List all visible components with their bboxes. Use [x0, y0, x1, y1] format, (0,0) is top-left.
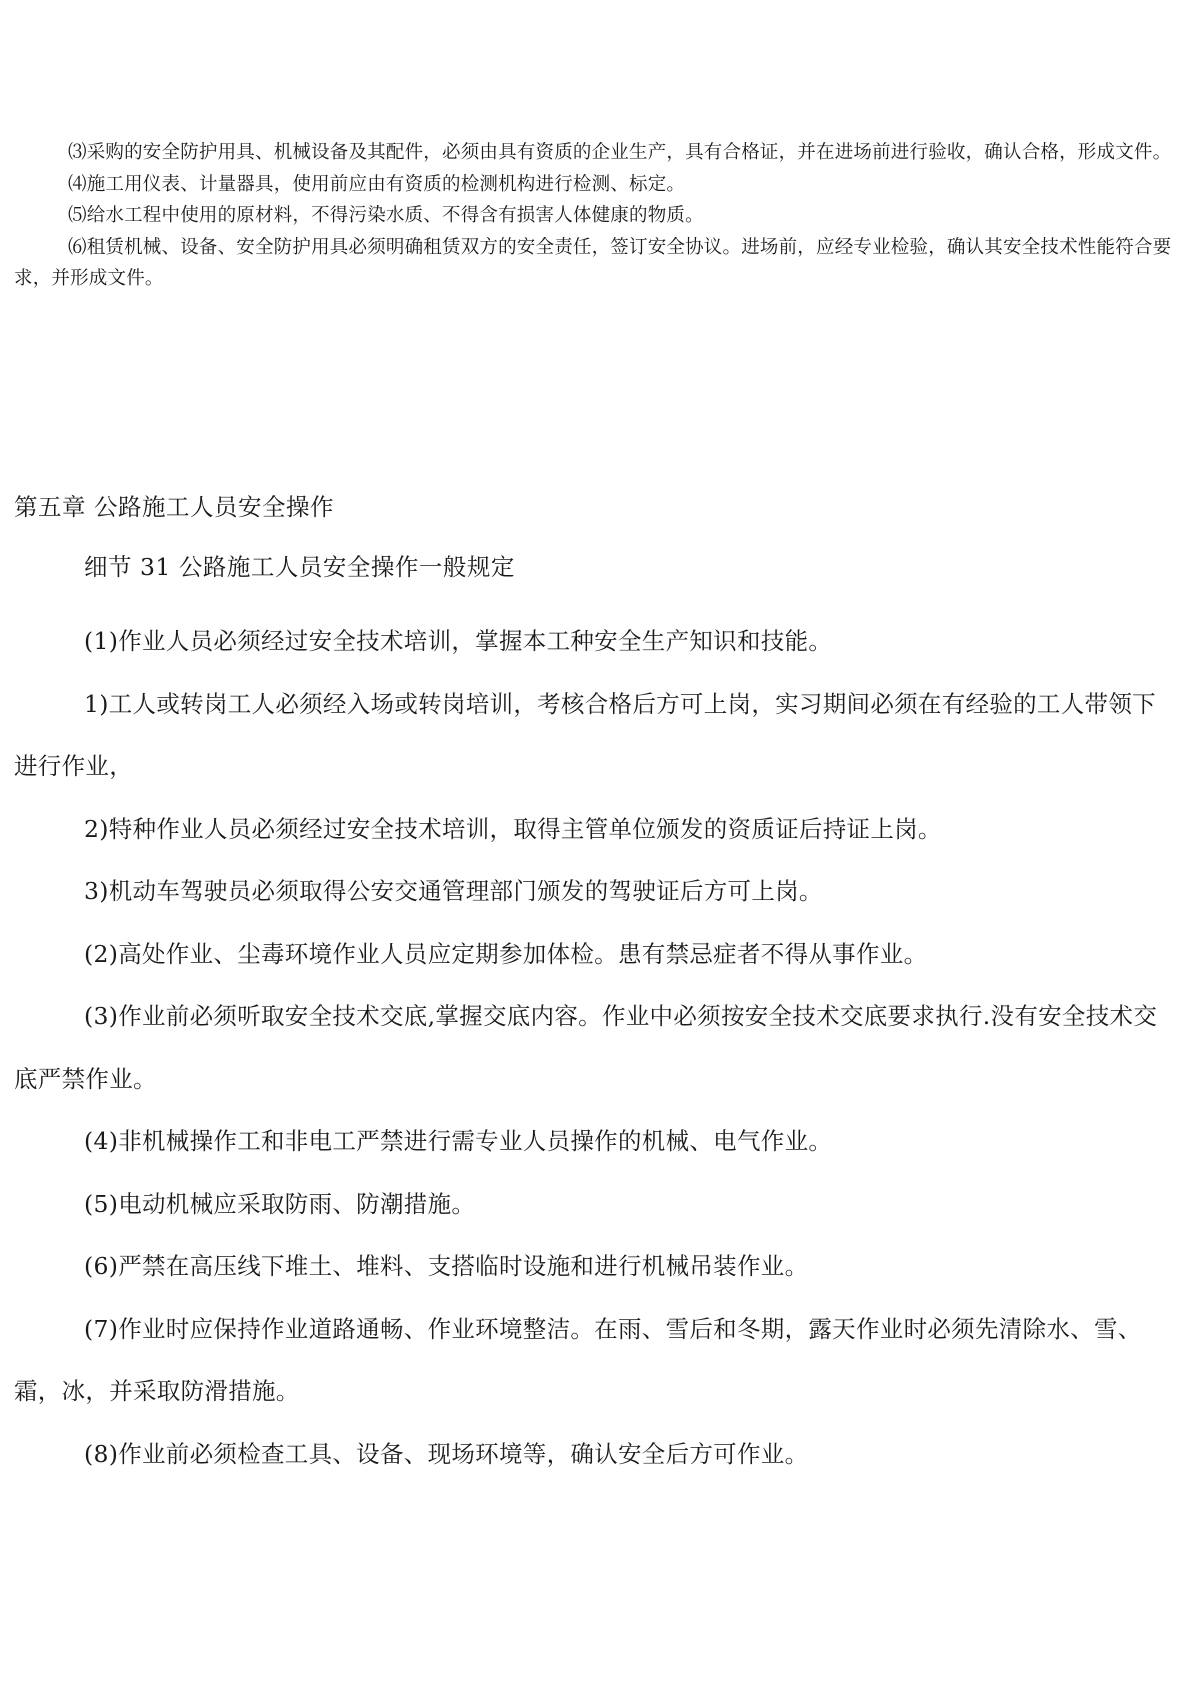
paragraph: (7)作业时应保持作业道路通畅、作业环境整洁。在雨、雪后和冬期，露天作业时必须先清除水、雪、霜，冰，并采取防滑措施。	[14, 1314, 1142, 1405]
paragraph: 1)工人或转岗工人必须经入场或转岗培训，考核合格后方可上岗，实习期间必须在有经验的工人带领下进行作业，	[14, 689, 1156, 780]
paragraph: (2)高处作业、尘毒环境作业人员应定期参加体检。患有禁忌症者不得从事作业。	[84, 939, 928, 968]
paragraph: ⑶采购的安全防护用具、机械设备及其配件，必须由具有资质的企业生产，具有合格证，并在进场前进行验收，确认合格，形成文件。	[68, 142, 1172, 163]
top-section	[14, 137, 1174, 295]
paragraph: (4)非机械操作工和非电工严禁进行需专业人员操作的机械、电气作业。	[84, 1127, 833, 1155]
paragraph: (8)作业前必须检查工具、设备、现场环境等，确认安全后方可作业。	[84, 1439, 809, 1468]
paragraph: (3)作业前必须听取安全技术交底,掌握交底内容。作业中必须按安全技术交底要求执行.没有安全技术交底严禁作业。	[14, 1002, 1158, 1093]
paragraph: (5)电动机械应采取防雨、防潮措施。	[84, 1189, 476, 1218]
paragraph: 2)特种作业人员必须经过安全技术培训，取得主管单位颁发的资质证后持证上岗。	[84, 814, 942, 843]
paragraph: ⑹租赁机械、设备、安全防护用具必须明确租赁双方的安全责任，签订安全协议。进场前，应经专业检验，确认其安全技术性能符合要求，并形成文件。	[14, 236, 1172, 289]
paragraph: (1)作业人员必须经过安全技术培训，掌握本工种安全生产知识和技能。	[84, 627, 833, 655]
paragraph: ⑷施工用仪表、计量器具，使用前应由有资质的检测机构进行检测、标定。	[68, 173, 686, 195]
main-section	[14, 610, 1174, 1485]
paragraph: (6)严禁在高压线下堆土、堆料、支搭临时设施和进行机械吊装作业。	[84, 1252, 809, 1280]
paragraph: ⑸给水工程中使用的原材料，不得污染水质、不得含有损害人体健康的物质。	[68, 205, 704, 226]
paragraph: 3)机动车驾驶员必须取得公安交通管理部门颁发的驾驶证后方可上岗。	[84, 877, 823, 905]
section-heading: 细节 31 公路施工人员安全操作一般规定	[84, 553, 515, 581]
chapter-title: 第五章 公路施工人员安全操作	[14, 493, 334, 521]
